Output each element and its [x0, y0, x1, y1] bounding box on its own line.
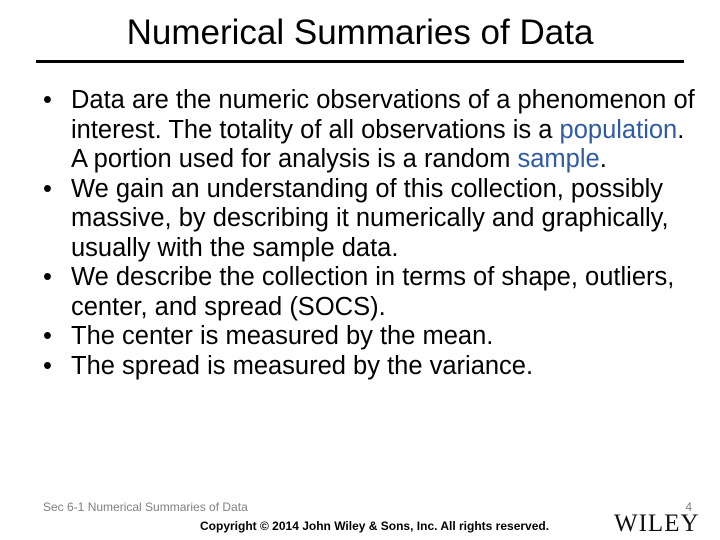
bullet-text-segment: . [599, 145, 607, 173]
bullet-marker: • [43, 86, 52, 114]
bullet-text-segment: The center is measured by the mean. [71, 322, 494, 350]
bullet-marker: • [43, 263, 52, 291]
copyright-notice: Copyright © 2014 John Wiley & Sons, Inc. All rights reserved. [200, 519, 550, 533]
highlight-term-sample: sample [517, 145, 600, 173]
bullet-list [43, 86, 703, 381]
bullet-item-2 [43, 175, 703, 264]
bullet-item-5 [43, 352, 703, 382]
bullet-text-segment: We describe the collection in terms of shape, outliers, center, and spread (SOCS). [71, 263, 675, 321]
page-number: 4 [685, 500, 692, 514]
footer-section-label: Sec 6-1 Numerical Summaries of Data [43, 500, 248, 514]
highlight-term-population: population [559, 115, 678, 144]
bullet-marker: • [43, 351, 52, 380]
bullet-text-segment: . A portion used for analysis is a random [71, 115, 685, 173]
bullet-text-segment: Data are the numeric observations of a phenomenon of interest. The totality of all observations is a [71, 86, 695, 144]
bullet-item-3 [43, 263, 703, 322]
bullet-marker: • [43, 174, 52, 203]
title-underline [36, 60, 684, 63]
slide-title: Numerical Summaries of Data [126, 13, 594, 52]
bullet-marker: • [43, 322, 52, 350]
bullet-text-segment: We gain an understanding of this collection, possibly massive, by describing it numerically and graphically, usually with the sample data. [71, 174, 669, 262]
bullet-text-segment: The spread is measured by the variance. [71, 351, 534, 380]
publisher-logo: WILEY [614, 510, 700, 537]
bullet-item-4 [43, 322, 703, 352]
bullet-item-1 [43, 86, 703, 175]
